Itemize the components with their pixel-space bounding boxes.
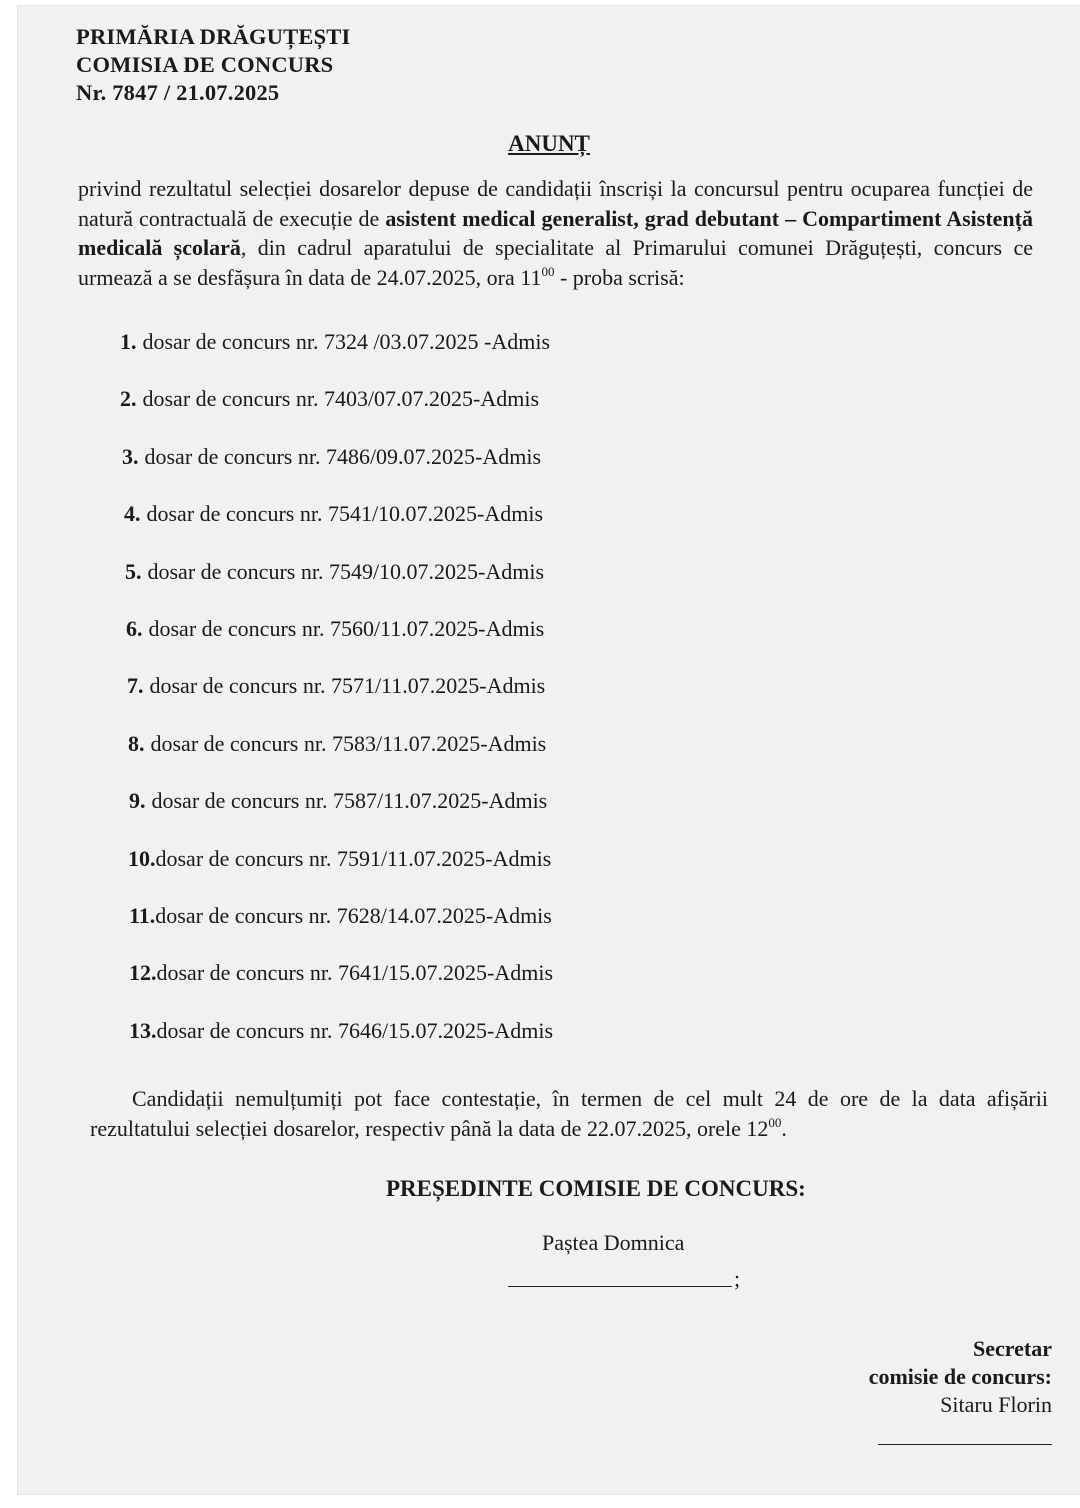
list-item-text: dosar de concurs nr. 7646/15.07.2025-Admis [156, 1017, 554, 1043]
list-item-number: 7. [127, 673, 144, 699]
document-title: ANUNȚ [508, 131, 590, 156]
list-item-number: 5. [125, 558, 142, 584]
list-item [128, 731, 546, 757]
list-item-text: dosar de concurs nr. 7486/09.07.2025-Admis [144, 443, 542, 469]
appeal-note [90, 1084, 1048, 1143]
appeal-text: Candidații nemulțumiți pot face contestație, în termen de cel mult 24 de ore de la data afișării rezultatului selecției dosarelor, respectiv până la data de 22.07.2025, orele 12 [90, 1086, 1048, 1141]
list-item [129, 960, 553, 986]
intro-text-2: , din cadrul aparatului de specialitate al Primarului comunei Drăguțești, concurs ce urmează a se desfășura în data de 24.07.2025, ora 11 [78, 235, 1033, 290]
commission-name: COMISIA DE CONCURS [76, 52, 334, 77]
list-item-text: dosar de concurs nr. 7560/11.07.2025-Admis [148, 616, 545, 641]
list-item [120, 386, 539, 412]
list-item-text: dosar de concurs nr. 7324 /03.07.2025 -Admis [142, 329, 551, 354]
list-item [120, 329, 550, 355]
list-item-text: dosar de concurs nr. 7641/15.07.2025-Admis [156, 960, 554, 986]
president-title: PREȘEDINTE COMISIE DE CONCURS: [386, 1176, 806, 1201]
list-item-number: 13. [129, 1017, 157, 1043]
institution-name: PRIMĂRIA DRĂGUȚEȘTI [76, 24, 351, 49]
list-item [127, 673, 545, 699]
list-item-number: 4. [124, 501, 141, 527]
list-item-number: 8. [128, 730, 145, 756]
list-item [122, 444, 541, 470]
list-item-text: dosar de concurs nr. 7571/11.07.2025-Admis [149, 673, 546, 699]
signature-semicolon: ; [734, 1266, 741, 1291]
secretary-title: Secretar [973, 1336, 1052, 1361]
secretary-signature-line [878, 1426, 1052, 1445]
list-item-text: dosar de concurs nr. 7549/10.07.2025-Admis [147, 558, 545, 584]
appeal-text-end: . [781, 1115, 787, 1141]
list-item-number: 12. [129, 960, 157, 986]
list-item-text: dosar de concurs nr. 7541/10.07.2025-Admis [146, 501, 544, 527]
secretary-name: Sitaru Florin [940, 1392, 1052, 1417]
list-item [129, 788, 547, 814]
document-page [18, 6, 1080, 1494]
hour-superscript: 00 [768, 1114, 782, 1130]
president-signature-line [508, 1268, 732, 1287]
list-item-number: 2. [120, 386, 137, 412]
list-item [126, 616, 544, 642]
list-item [124, 501, 543, 527]
list-item-text: dosar de concurs nr. 7628/14.07.2025-Admis [155, 903, 552, 928]
president-name: Paștea Domnica [542, 1230, 685, 1255]
list-item [129, 903, 552, 929]
list-item-number: 9. [129, 788, 146, 814]
list-item-number: 6. [126, 616, 143, 641]
list-item-text: dosar de concurs nr. 7403/07.07.2025-Admis [142, 386, 540, 412]
secretary-subtitle: comisie de concurs: [868, 1364, 1052, 1389]
list-item [129, 1018, 553, 1044]
list-item-text: dosar de concurs nr. 7591/11.07.2025-Admis [155, 845, 552, 871]
position-name: asistent medical generalist, grad debutant – Compartiment Asistență medicală școlară [78, 205, 1033, 260]
intro-text-3: - proba scrisă: [554, 264, 685, 290]
intro-paragraph [78, 174, 1033, 292]
intro-text-1: privind rezultatul selecției dosarelor depuse de candidații înscriși la concursul pentru ocuparea funcției de natură contractuală de execuție de [78, 176, 1033, 231]
list-item [125, 559, 544, 585]
list-item-text: dosar de concurs nr. 7583/11.07.2025-Admis [150, 730, 547, 756]
hour-superscript: 00 [541, 263, 555, 279]
list-item [128, 846, 551, 872]
list-item-number: 3. [122, 443, 139, 469]
registration-number: Nr. 7847 / 21.07.2025 [76, 80, 280, 105]
list-item-number: 11. [129, 903, 156, 928]
list-item-number: 10. [128, 845, 156, 871]
list-item-number: 1. [120, 329, 137, 354]
list-item-text: dosar de concurs nr. 7587/11.07.2025-Admis [151, 788, 548, 814]
